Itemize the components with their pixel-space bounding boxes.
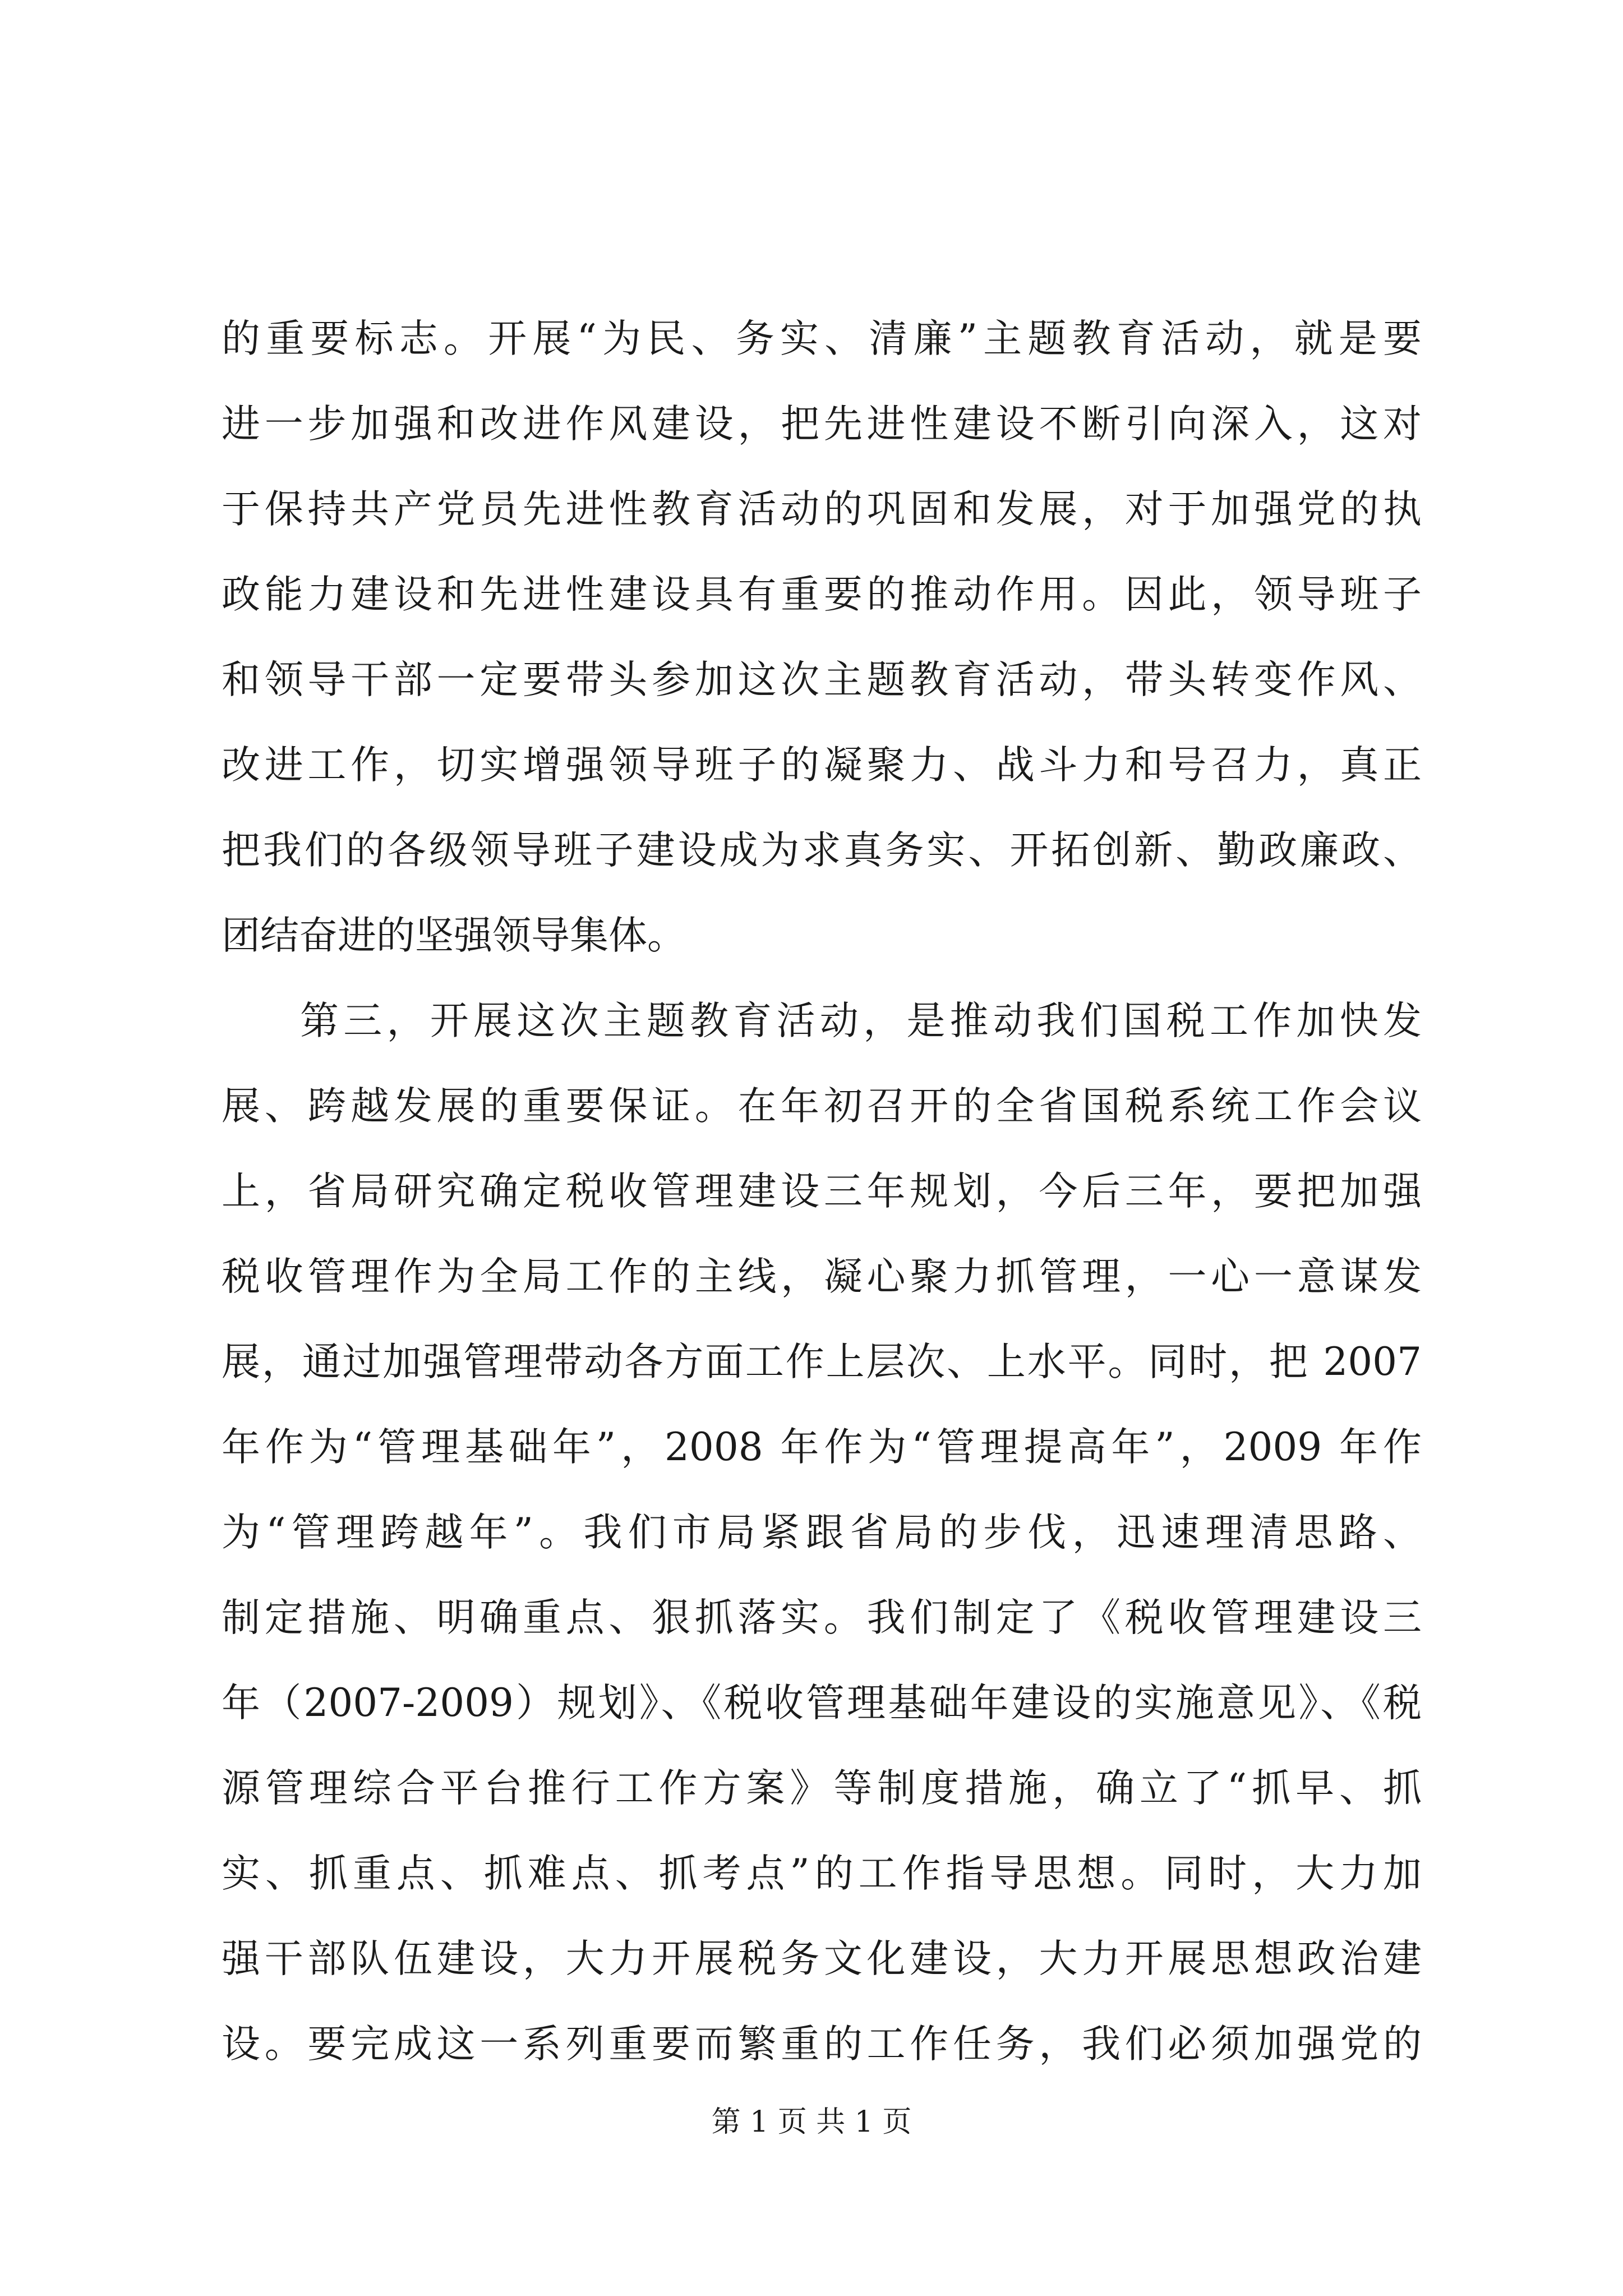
text-line: 设。要完成这一系列重要而繁重的工作任务，我们必须加强党的: [222, 2022, 1422, 2067]
text-line: 实、抓重点、抓难点、抓考点”的工作指导思想。同时，大力加: [222, 1851, 1422, 1896]
text-line: 于保持共产党员先进性教育活动的巩固和发展，对于加强党的执: [222, 487, 1422, 532]
text-line: 进一步加强和改进作风建设，把先进性建设不断引向深入，这对: [222, 402, 1422, 447]
document-body: [222, 296, 1422, 2087]
text-line: 强干部队伍建设，大力开展税务文化建设，大力开展思想政治建: [222, 1936, 1422, 1981]
text-line: 为“管理跨越年”。我们市局紧跟省局的步伐，迅速理清思路、: [222, 1510, 1422, 1555]
text-line: 年作为“管理基础年”，2008 年作为“管理提高年”，2009 年作: [222, 1425, 1422, 1470]
page-footer: 第 1 页 共 1 页: [711, 2105, 912, 2139]
text-line: 的重要标志。开展“为民、务实、清廉”主题教育活动，就是要: [222, 316, 1422, 361]
text-line: 和领导干部一定要带头参加这次主题教育活动，带头转变作风、: [222, 657, 1422, 702]
text-line: 展、跨越发展的重要保证。在年初召开的全省国税系统工作会议: [222, 1084, 1422, 1129]
text-line: 团结奋进的坚强领导集体。: [222, 913, 686, 958]
text-line: 源管理综合平台推行工作方案》等制度措施，确立了“抓早、抓: [222, 1766, 1422, 1811]
text-line: 展，通过加强管理带动各方面工作上层次、上水平。同时，把 2007: [222, 1340, 1422, 1384]
text-line: 年（2007-2009）规划》、《税收管理基础年建设的实施意见》、《税: [222, 1681, 1422, 1726]
text-line: 改进工作，切实增强领导班子的凝聚力、战斗力和号召力，真正: [222, 743, 1422, 788]
text-line: 把我们的各级领导班子建设成为求真务实、开拓创新、勤政廉政、: [222, 828, 1422, 873]
paragraph-start-line: 第三，开展这次主题教育活动，是推动我们国税工作加快发: [300, 999, 1422, 1043]
text-line: 政能力建设和先进性建设具有重要的推动作用。因此，领导班子: [222, 572, 1422, 617]
text-line: 制定措施、明确重点、狠抓落实。我们制定了《税收管理建设三: [222, 1595, 1422, 1640]
text-line: 上，省局研究确定税收管理建设三年规划，今后三年，要把加强: [222, 1169, 1422, 1214]
text-line: 税收管理作为全局工作的主线，凝心聚力抓管理，一心一意谋发: [222, 1254, 1422, 1299]
